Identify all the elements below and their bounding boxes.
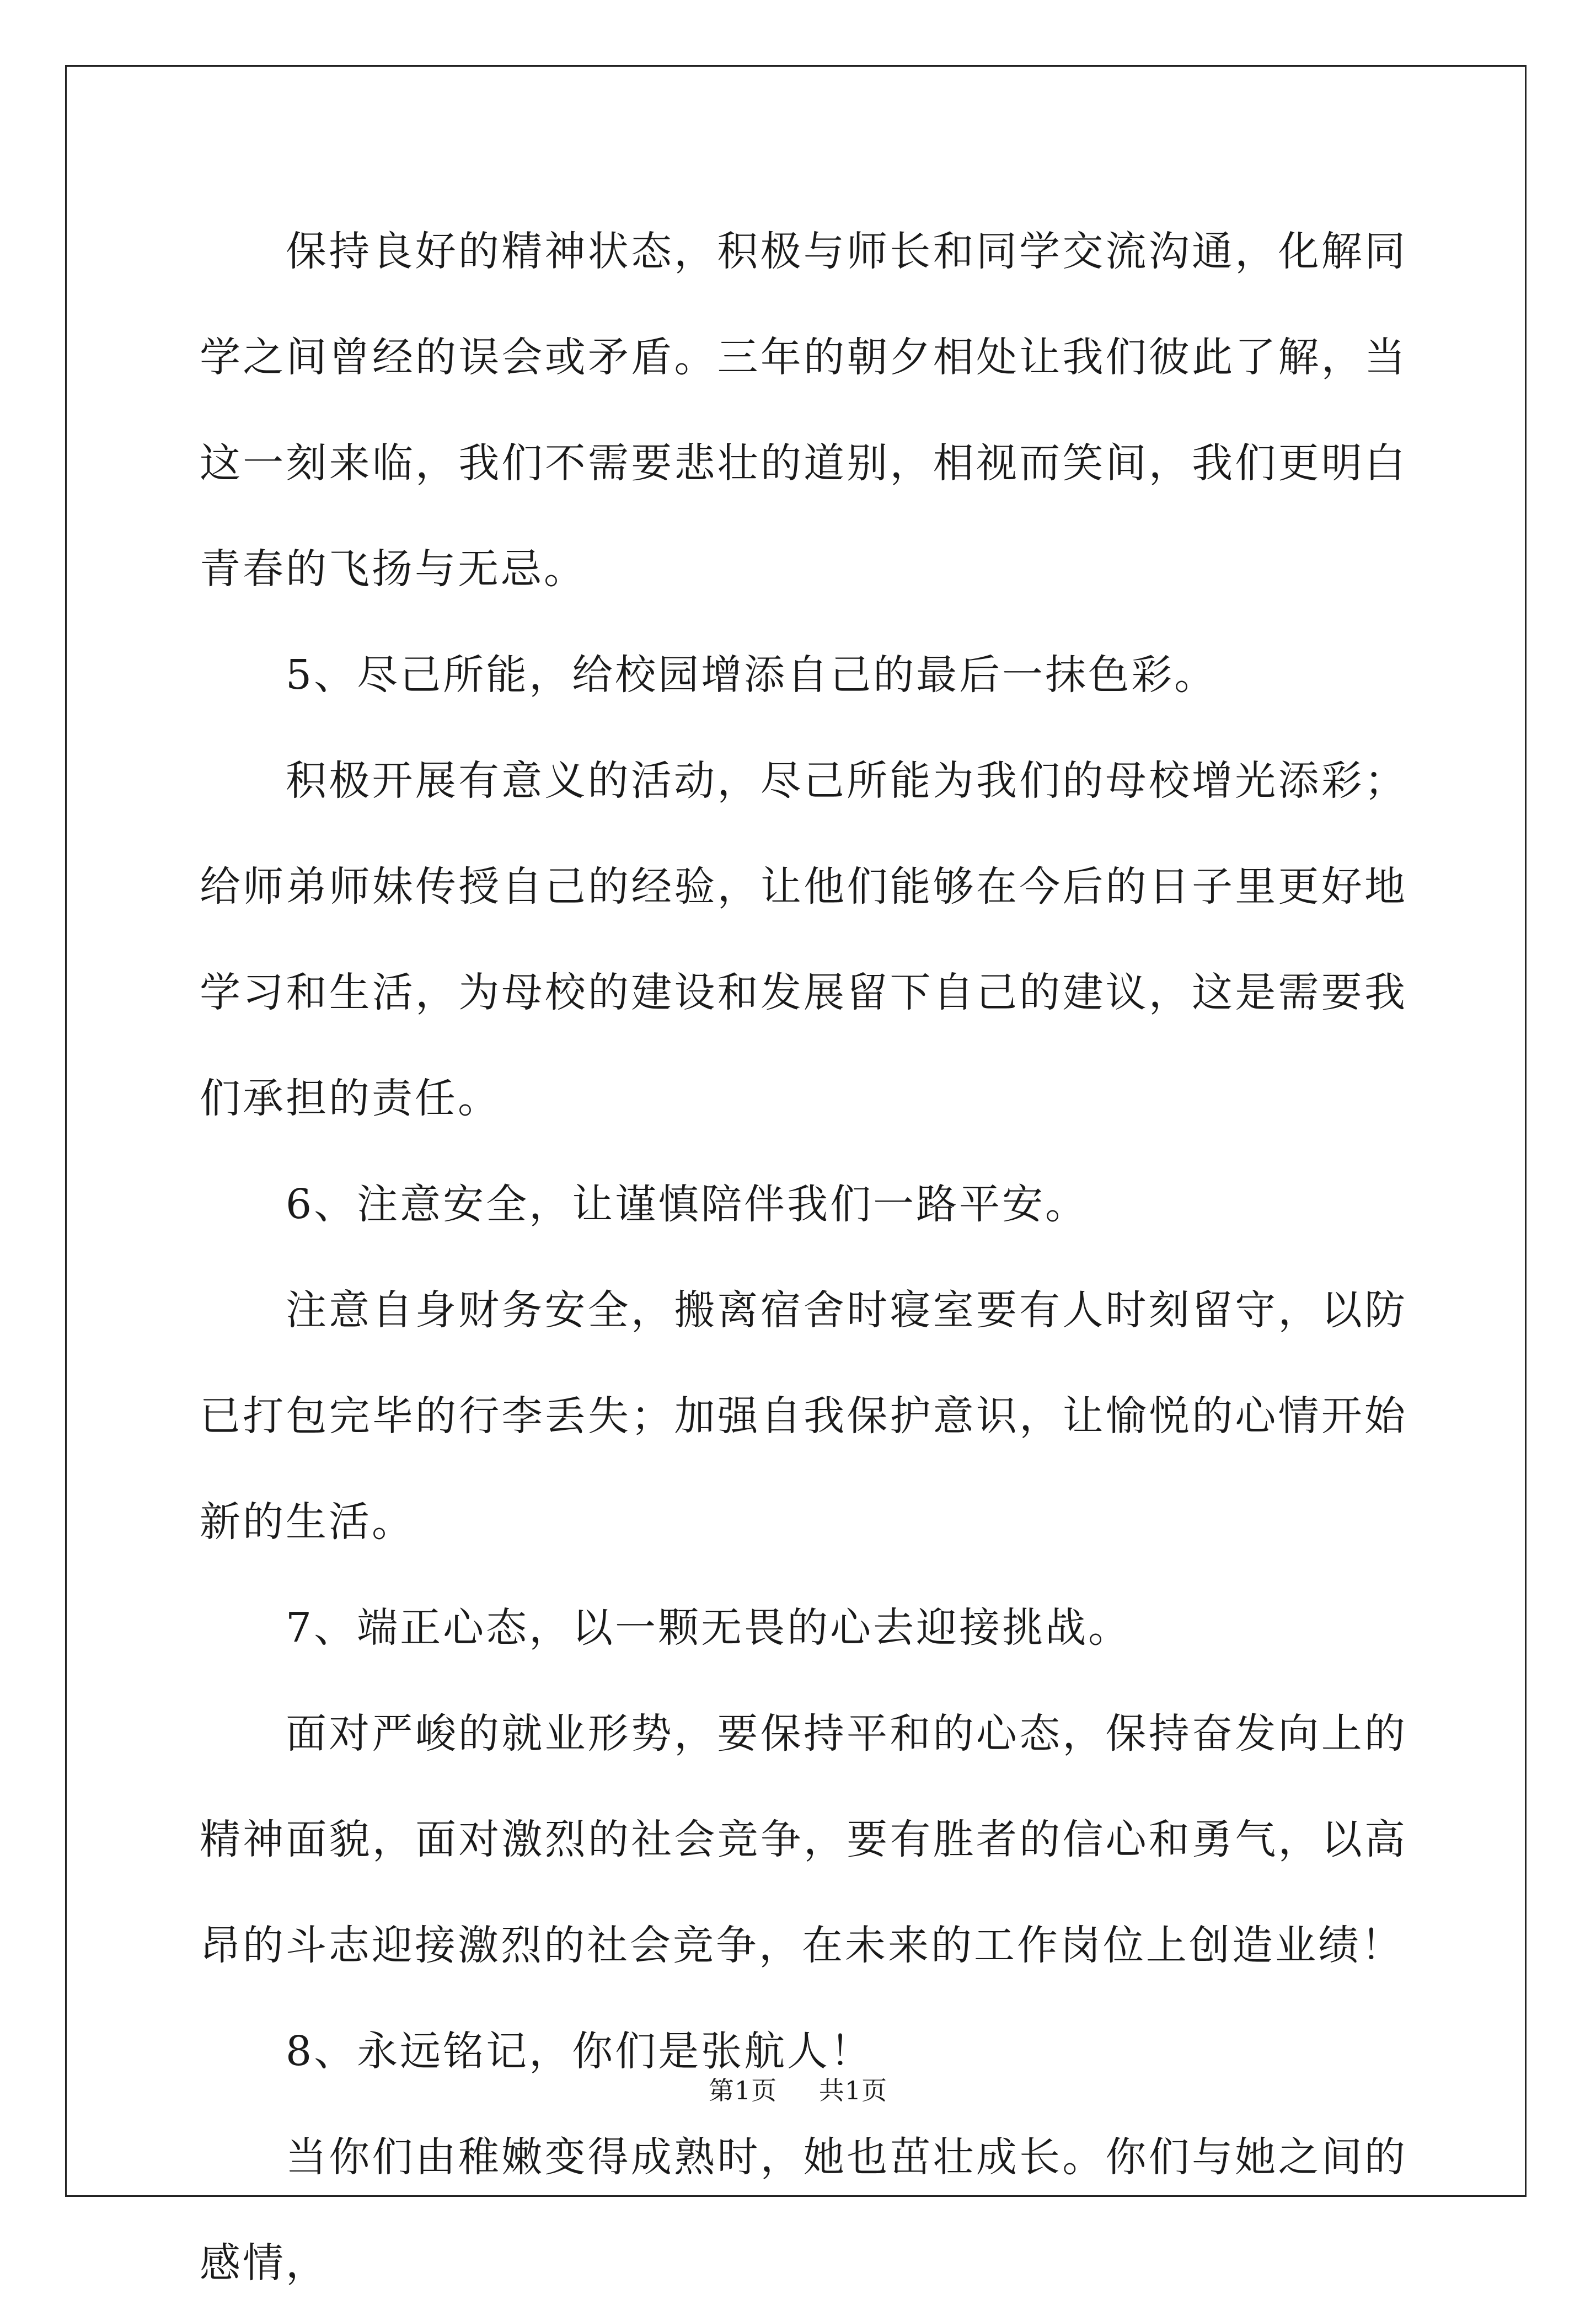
- section-heading: 5、尽己所能，给校园增添自己的最后一抹色彩。: [286, 651, 1218, 699]
- paragraph: 面对严峻的就业形势，要保持平和的心态，保持奋发向上的精神面貌，面对激烈的社会竞争，要有胜者的信心和勇气，以高昂的斗志迎接激烈的社会竞争，在未来的工作岗位上创造业绩！: [200, 1710, 1407, 1969]
- paragraph: 注意自身财务安全，搬离宿舍时寝室要有人时刻留守，以防已打包完毕的行李丢失；加强自我保护意识，让愉悦的心情开始新的生活。: [200, 1286, 1407, 1546]
- section-heading: 8、永远铭记，你们是张航人！: [286, 2028, 874, 2075]
- page-footer: [0, 2071, 1596, 2107]
- page-number: 第1页: [708, 2076, 778, 2105]
- page-total: 共1页: [818, 2076, 888, 2105]
- document-body: [200, 199, 1407, 2316]
- paragraph: 保持良好的精神状态，积极与师长和同学交流沟通，化解同学之间曾经的误会或矛盾。三年的朝夕相处让我们彼此了解，当这一刻来临，我们不需要悲壮的道别，相视而笑间，我们更明白青春的飞扬与无忌。: [200, 228, 1407, 593]
- paragraph: 积极开展有意义的活动，尽己所能为我们的母校增光添彩；给师弟师妹传授自己的经验，让他们能够在今后的日子里更好地学习和生活，为母校的建设和发展留下自己的建议，这是需要我们承担的责任。: [200, 757, 1407, 1122]
- paragraph: 当你们由稚嫩变得成熟时，她也茁壮成长。你们与她之间的感情，: [200, 2133, 1407, 2287]
- section-heading: 7、端正心态，以一颗无畏的心去迎接挑战。: [286, 1604, 1132, 1652]
- section-heading: 6、注意安全，让谨慎陪伴我们一路平安。: [286, 1181, 1089, 1228]
